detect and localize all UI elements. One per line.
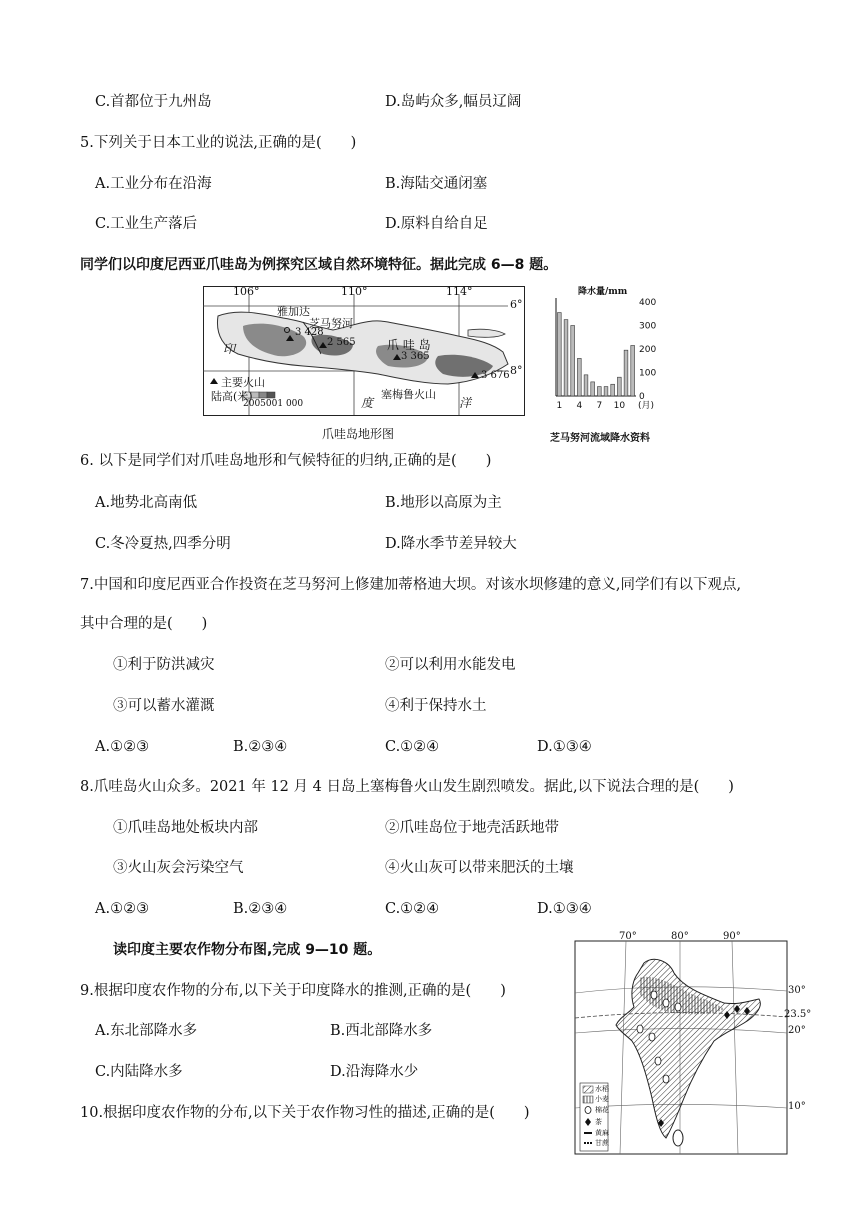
lat-label: 10° (788, 1101, 806, 1112)
sea-label: 印 (223, 342, 236, 356)
legend-wheat: 小麦 (595, 1095, 609, 1103)
q7-statement-4: ④利于保持水土 (385, 698, 487, 714)
peak-elevation: 2 565 (327, 337, 356, 348)
lat-label: 8° (510, 364, 523, 377)
sea-label: 度 (361, 396, 374, 410)
q6-option-a: A.地势北高南低 (95, 495, 198, 511)
precip-bar (611, 384, 615, 396)
legend-elevation: 陆高(米) (211, 390, 253, 403)
sea-label: 洋 (459, 396, 472, 410)
legend-cotton: 棉花 (595, 1106, 609, 1114)
q9-option-d: D.沿海降水少 (330, 1064, 419, 1080)
q8-statement-4: ④火山灰可以带来肥沃的土壤 (385, 860, 574, 876)
lon-label: 114° (446, 285, 473, 298)
q4-option-d: D.岛屿众多,幅员辽阔 (385, 94, 522, 110)
precip-ylabel: 降水量/mm (578, 287, 628, 297)
q5-option-c: C.工业生产落后 (95, 216, 198, 232)
lon-label: 70° (619, 931, 637, 942)
precip-bar (557, 313, 561, 396)
peak-elevation: 3 428 (295, 327, 324, 338)
q6-option-d: D.降水季节差异较大 (385, 536, 517, 552)
legend-volcano: 主要火山 (221, 376, 265, 389)
lat-label: 30° (788, 985, 806, 996)
q7-statement-1: ①利于防洪减灾 (113, 657, 215, 673)
peak-elevation: 3 676 (481, 370, 510, 381)
q7-stem: 7.中国和印度尼西亚合作投资在芝马努河上修建加蒂格迪大坝。对该水坝修建的意义,同学们有以下观点, (80, 577, 742, 593)
precip-bar (577, 358, 581, 396)
lon-label: 110° (341, 285, 368, 298)
q7-stem-cont: 其中合理的是( ) (80, 616, 208, 632)
q8-statement-1: ①爪哇岛地处板块内部 (113, 820, 258, 836)
precip-bar (624, 350, 628, 396)
y-tick-label: 0 (639, 392, 645, 402)
precip-bar (631, 345, 635, 396)
q6-stem: 6. 以下是同学们对爪哇岛地形和气候特征的归纳,正确的是( ) (80, 453, 492, 469)
q8-statement-3: ③火山灰会污染空气 (113, 860, 244, 876)
q8-statement-2: ②爪哇岛位于地壳活跃地带 (385, 820, 559, 836)
x-tick-label: 7 (596, 401, 603, 411)
q5-option-a: A.工业分布在沿海 (95, 176, 212, 192)
q7-option-a: A.①②③ (95, 739, 150, 755)
q7-option-b: B.②③④ (233, 739, 288, 755)
peak-elevation: 3 365 (401, 351, 430, 362)
city-jakarta: 雅加达 (277, 305, 310, 318)
q9-option-b: B.西北部降水多 (330, 1023, 433, 1039)
q8-stem: 8.爪哇岛火山众多。2021 年 12 月 4 日岛上塞梅鲁火山发生剧烈喷发。据此,以下说法合理的是( ) (80, 779, 734, 795)
legend-sugarcane: 甘蔗 (595, 1139, 609, 1147)
precip-chart-caption: 芝马努河流域降水资料 (550, 433, 650, 444)
q7-statement-3: ③可以蓄水灌溉 (113, 698, 215, 714)
q8-option-a: A.①②③ (95, 901, 150, 917)
lat-label: 6° (510, 298, 523, 311)
q8-option-c: C.①②④ (385, 901, 440, 917)
x-tick-label: 4 (576, 401, 583, 411)
lon-label: 90° (723, 931, 741, 942)
q9-option-a: A.东北部降水多 (95, 1023, 198, 1039)
x-unit-label: (月) (638, 401, 655, 411)
volcano-label: 塞梅鲁火山 (381, 388, 436, 401)
q8-option-d: D.①③④ (537, 901, 592, 917)
precip-bar (571, 326, 575, 397)
group-heading-9-10: 读印度主要农作物分布图,完成 9—10 题。 (113, 942, 382, 958)
legend-jute: 黄麻 (595, 1129, 609, 1137)
q5-option-d: D.原料自给自足 (385, 216, 488, 232)
q9-stem: 9.根据印度农作物的分布,以下关于印度降水的推测,正确的是( ) (80, 983, 506, 999)
river-label: 芝马努河 (309, 317, 353, 330)
q7-option-c: C.①②④ (385, 739, 440, 755)
java-map-caption: 爪哇岛地形图 (322, 427, 395, 441)
precip-bar (591, 382, 595, 396)
precip-bar (597, 387, 601, 396)
legend-scale: 2005001 000 (243, 399, 304, 409)
precip-chart (550, 284, 665, 420)
precip-bar (617, 377, 621, 396)
legend-tea: 茶 (595, 1118, 602, 1126)
q6-option-b: B.地形以高原为主 (385, 495, 502, 511)
legend-rice: 水稻 (595, 1085, 609, 1093)
q9-option-c: C.内陆降水多 (95, 1064, 183, 1080)
q8-option-b: B.②③④ (233, 901, 288, 917)
precip-bar (564, 320, 568, 396)
y-tick-label: 300 (639, 321, 657, 332)
q5-option-b: B.海陆交通闭塞 (385, 176, 488, 192)
x-tick-label: 1 (556, 401, 563, 411)
q5-stem: 5.下列关于日本工业的说法,正确的是( ) (80, 135, 357, 151)
lon-label: 106° (233, 285, 260, 298)
q6-option-c: C.冬冷夏热,四季分明 (95, 536, 231, 552)
island-label: 爪 哇 岛 (387, 338, 431, 352)
precip-bar (584, 375, 588, 396)
q7-option-d: D.①③④ (537, 739, 592, 755)
group-heading-6-8: 同学们以印度尼西亚爪哇岛为例探究区域自然环境特征。据此完成 6—8 题。 (80, 257, 558, 273)
y-tick-label: 100 (639, 368, 657, 379)
precip-bar (604, 387, 608, 396)
q4-option-c: C.首都位于九州岛 (95, 94, 212, 110)
q10-stem: 10.根据印度农作物的分布,以下关于农作物习性的描述,正确的是( ) (80, 1105, 530, 1121)
q7-statement-2: ②可以利用水能发电 (385, 657, 516, 673)
lon-label: 80° (671, 931, 689, 942)
y-tick-label: 200 (639, 345, 657, 355)
lat-label: 20° (788, 1025, 806, 1036)
java-terrain-map (203, 286, 525, 416)
x-tick-label: 10 (613, 401, 626, 411)
lat-label: 23.5° (784, 1009, 812, 1020)
y-tick-label: 400 (639, 298, 657, 308)
india-crop-map (574, 931, 812, 1155)
